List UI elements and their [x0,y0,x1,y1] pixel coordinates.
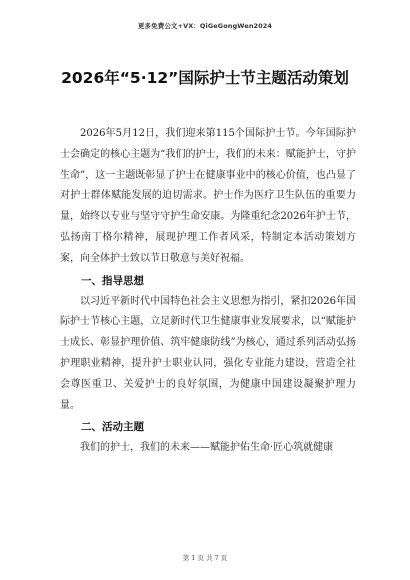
header-note: 更多免费公文+VX：QiGeGongWen2024 [137,22,273,30]
intro-paragraph: 2026年5月12日，我们迎来第115个国际护士节。今年国际护士会确定的核心主题为“我们的护士，我们的未来：赋能护士，守护生命”，这一主题既彰显了护士在健康事业中的核心价值，也凸显了对护士群体赋能发展的迫切需求。护士作为医疗卫生队伍的重要力量，始终以专业与坚守守护生命安康。为隆重纪念2026年护士节，弘扬南丁格尔精神，展现护理工作者风采，特制定本活动策划方案，向全体护士致以节日敬意与美好祝福。 [60,128,356,264]
guiding-thought-paragraph: 以习近平新时代中国特色社会主义思想为指引，紧扣2026年国际护士节核心主题，立足新时代卫生健康事业发展要求，以“赋能护士成长、彰显护理价值、筑牢健康防线”为核心，通过系列活动弘扬护理职业精神，提升护士职业认同，强化专业能力建设，营造全社会尊医重卫、关爱护士的良好氛围，为健康中国建设凝聚护理力量。 [60,295,356,411]
section-heading-theme: 二、活动主题 [81,421,144,434]
section-heading-guiding-thought: 一、指导思想 [81,274,144,287]
document-body [60,124,356,459]
theme-paragraph: 我们的护士，我们的未来——赋能护佑生命·匠心筑就健康 [80,442,334,454]
page-footer: 第 1 页 共 7 页 [182,554,228,562]
document-title: 2026年“5·12”国际护士节主题活动策划 [61,69,349,87]
